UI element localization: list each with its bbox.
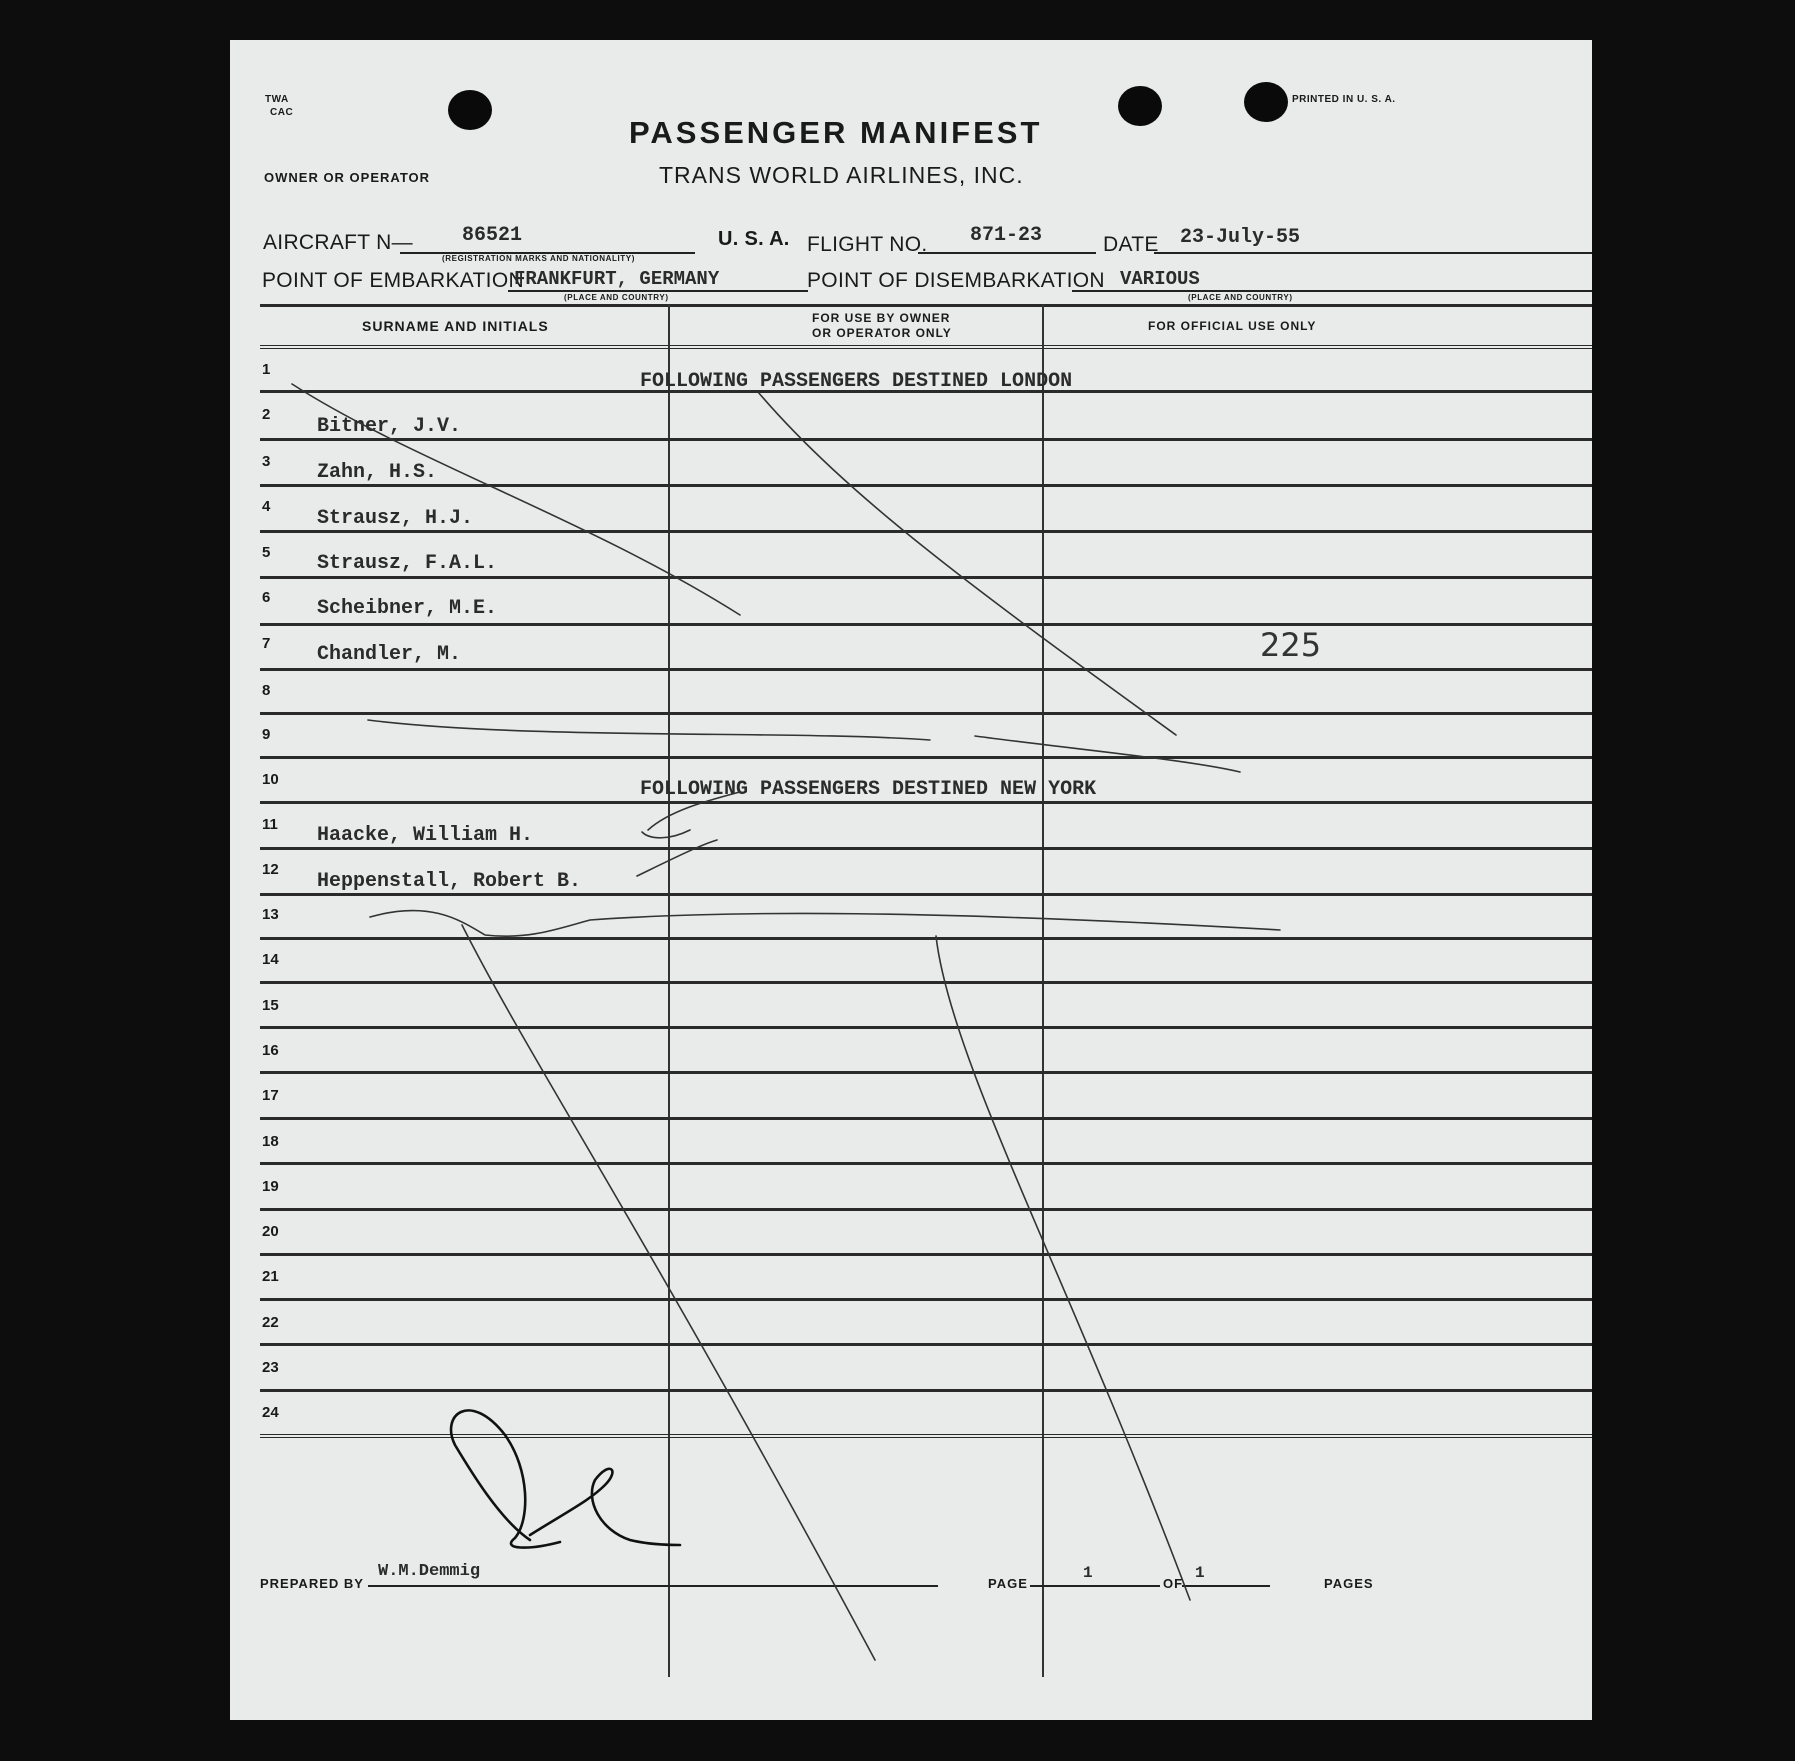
row-number: 11 (262, 816, 278, 833)
pages-label: PAGES (1324, 1576, 1374, 1591)
page-label: PAGE (988, 1576, 1028, 1591)
date-label: DATE (1103, 233, 1159, 256)
form-code-2: CAC (270, 107, 294, 118)
disembarkation-label: POINT OF DISEMBARKATION (807, 269, 1105, 292)
disembarkation-caption: (PLACE AND COUNTRY) (1188, 293, 1293, 302)
row-text: FOLLOWING PASSENGERS DESTINED LONDON (640, 370, 1073, 393)
row-number: 4 (262, 498, 271, 515)
prepared-by-label: PREPARED BY (260, 1576, 364, 1591)
aircraft-value: 86521 (462, 224, 523, 247)
row-number: 5 (262, 544, 271, 561)
of-label: OF (1163, 1576, 1184, 1591)
row-number: 17 (262, 1087, 279, 1104)
row-number: 8 (262, 682, 271, 699)
usa-label: U. S. A. (718, 228, 790, 250)
col-owner-use-1: FOR USE BY OWNER (812, 311, 951, 325)
row-text: Bitner, J.V. (317, 415, 462, 438)
row-number: 9 (262, 726, 271, 743)
row-number: 16 (262, 1042, 279, 1059)
row-number: 13 (262, 906, 279, 923)
disembarkation-value: VARIOUS (1120, 268, 1200, 290)
registration-caption: (REGISTRATION MARKS AND NATIONALITY) (442, 254, 635, 263)
prepared-by-value: W.M.Demmig (378, 1562, 481, 1581)
row-text: Heppenstall, Robert B. (317, 870, 582, 893)
date-value: 23-July-55 (1180, 226, 1301, 249)
company-name: TRANS WORLD AIRLINES, INC. (659, 162, 1024, 188)
row-text: Strausz, F.A.L. (317, 552, 498, 575)
form-code: TWA (265, 94, 289, 105)
printed-in: PRINTED IN U. S. A. (1292, 94, 1396, 105)
row-text: Chandler, M. (317, 643, 462, 666)
page-title: PASSENGER MANIFEST (629, 115, 1043, 150)
embarkation-caption: (PLACE AND COUNTRY) (564, 293, 669, 302)
pencil-marks (230, 40, 1592, 1720)
col-surname: SURNAME AND INITIALS (362, 318, 549, 334)
row-number: 24 (262, 1404, 279, 1421)
row-text: Zahn, H.S. (317, 461, 438, 484)
embarkation-value: FRANKFURT, GERMANY (514, 268, 720, 290)
of-value: 1 (1195, 1564, 1205, 1582)
row-number: 15 (262, 997, 279, 1014)
row-number: 14 (262, 951, 279, 968)
col-owner-use-2: OR OPERATOR ONLY (812, 326, 952, 340)
row-number: 22 (262, 1314, 279, 1331)
row-text: Scheibner, M.E. (317, 597, 498, 620)
manifest-page (230, 40, 1592, 1720)
page-value: 1 (1083, 1564, 1093, 1582)
row-text: FOLLOWING PASSENGERS DESTINED NEW YORK (640, 778, 1097, 801)
col-official: FOR OFFICIAL USE ONLY (1148, 319, 1317, 333)
row-number: 18 (262, 1133, 279, 1150)
row-number: 6 (262, 589, 271, 606)
official-note: 225 (1260, 626, 1322, 664)
row-number: 20 (262, 1223, 279, 1240)
row-number: 21 (262, 1268, 279, 1285)
row-text: Haacke, William H. (317, 824, 534, 847)
row-number: 7 (262, 635, 271, 652)
row-number: 2 (262, 406, 271, 423)
row-number: 12 (262, 861, 279, 878)
row-number: 10 (262, 771, 279, 788)
row-number: 19 (262, 1178, 279, 1195)
row-number: 23 (262, 1359, 279, 1376)
row-number: 3 (262, 453, 271, 470)
flight-label: FLIGHT NO. (807, 233, 928, 256)
row-text: Strausz, H.J. (317, 507, 474, 530)
flight-value: 871-23 (970, 224, 1043, 247)
row-number: 1 (262, 361, 271, 378)
embarkation-label: POINT OF EMBARKATION (262, 269, 524, 292)
owner-operator-label: OWNER OR OPERATOR (264, 170, 431, 185)
aircraft-label: AIRCRAFT N— (263, 231, 413, 254)
